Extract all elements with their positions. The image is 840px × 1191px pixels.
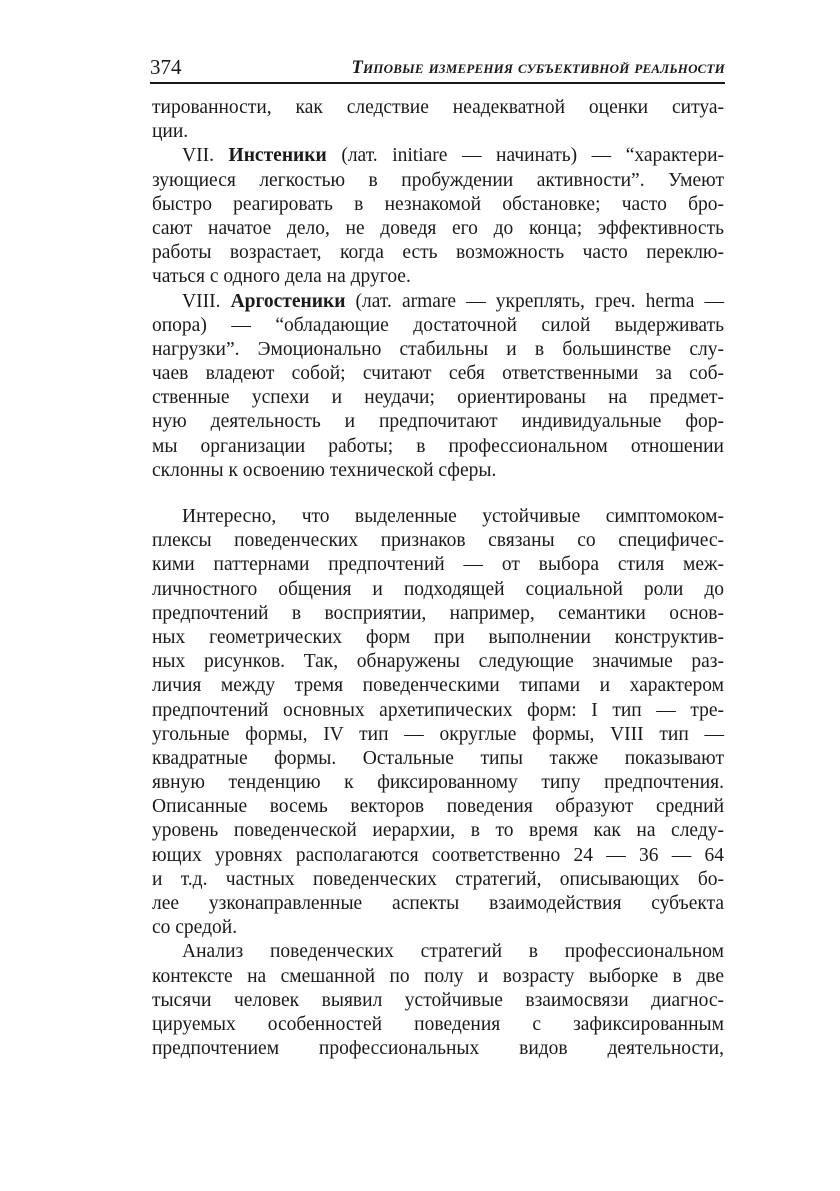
- text-line: личностного общения и подходящей социальной роли до: [152, 578, 724, 600]
- text-fragment: (лат. armare — укреплять, греч. herma —: [345, 290, 724, 312]
- text-line: ции.: [152, 121, 189, 143]
- text-line: ных рисунков. Так, обнаружены следующие значимые раз-: [152, 651, 724, 673]
- text-line: Анализ поведенческих стратегий в профессиональном: [182, 941, 724, 963]
- paragraph-argostenics: [152, 290, 724, 484]
- text-line: Описанные восемь векторов поведения образуют средний: [152, 796, 724, 818]
- text-line: [152, 144, 724, 168]
- text-line: квадратные формы. Остальные типы также показывают: [152, 747, 724, 769]
- text-line: чаться с одного дела на другое.: [152, 266, 411, 288]
- text-line: угольные формы, IV тип — округлые формы, VIII тип —: [152, 723, 724, 745]
- term-bold: Аргостеники: [230, 290, 346, 312]
- paragraph-analysis: [152, 940, 724, 1061]
- text-line: склонны к освоению технической сферы.: [152, 459, 497, 481]
- term-bold: Инстеники: [228, 145, 327, 167]
- text-line: плексы поведенческих признаков связаны со специфичес-: [152, 530, 724, 552]
- text-line: предпочтений в восприятии, например, семантики основ-: [152, 602, 724, 624]
- text-line: со средой.: [152, 917, 238, 939]
- text-line: предпочтением профессиональных видов деятельности,: [152, 1038, 724, 1060]
- paragraph-instenics: [152, 144, 724, 289]
- text-line: явную тенденцию к фиксированному типу предпочтения.: [152, 772, 724, 794]
- text-line: сают начатое дело, не доведя его до конца; эффективность: [152, 217, 724, 239]
- text-line: уровень поведенческой иерархии, в то время как на следу-: [152, 820, 724, 842]
- text-line: личия между тремя поведенческими типами и характером: [152, 675, 724, 697]
- text-line: цируемых особенностей поведения с зафиксированным: [152, 1013, 724, 1035]
- running-head: [150, 50, 725, 84]
- text-line: тированности, как следствие неадекватной оценки ситуа-: [152, 97, 724, 118]
- header-rule: [150, 82, 725, 84]
- text-line: лее узконаправленные аспекты взаимодействия субъекта: [152, 893, 724, 914]
- text-line: контексте на смешанной по полу и возрасту выборке в две: [152, 965, 724, 987]
- text-line: и т.д. частных поведенческих стратегий, описывающих бо-: [152, 868, 724, 890]
- text-line: опора) — “обладающие достаточной силой выдерживать: [152, 314, 724, 336]
- text-fragment: (лат. initiare — начинать) — “характери-: [326, 145, 725, 167]
- list-numeral: VIII.: [182, 290, 221, 312]
- text-line: кими паттернами предпочтений — от выбора стиля меж-: [152, 554, 724, 576]
- text-line: быстро реагировать в незнакомой обстановке; часто бро-: [152, 193, 724, 215]
- text-line: ную деятельность и предпочитают индивидуальные фор-: [152, 411, 724, 433]
- text-line: чаев владеют собой; считают себя ответственными за соб-: [152, 363, 724, 385]
- page-number: 374: [150, 55, 182, 79]
- paragraph-patterns: [152, 505, 724, 940]
- text-line: ственные успехи и неудачи; ориентированы на предмет-: [152, 387, 724, 409]
- text-line: Интересно, что выделенные устойчивые симптомоком-: [182, 506, 724, 527]
- paragraph-continuation: [152, 96, 724, 144]
- text-line: [152, 290, 724, 314]
- text-line: ющих уровнях располагаются соответственно 24 — 36 — 64: [152, 844, 724, 866]
- list-numeral: VII.: [182, 145, 214, 167]
- text-line: тысячи человек выявил устойчивые взаимосвязи диагнос-: [152, 989, 724, 1011]
- text-line: ных геометрических форм при выполнении конструктив-: [152, 626, 724, 648]
- running-title: Типовые измерения субъективной реальности: [351, 58, 725, 78]
- body-text: [152, 96, 724, 1061]
- text-line: предпочтений основных архетипических форм: I тип — тре-: [152, 699, 724, 721]
- text-line: мы организации работы; в профессиональном отношении: [152, 435, 724, 457]
- section-gap: [152, 483, 724, 505]
- text-line: зующиеся легкостью в пробуждении активности”. Умеют: [152, 169, 724, 191]
- text-line: работы возрастает, когда есть возможность часто переклю-: [152, 242, 724, 264]
- text-line: нагрузки”. Эмоционально стабильны и в большинстве слу-: [152, 338, 724, 360]
